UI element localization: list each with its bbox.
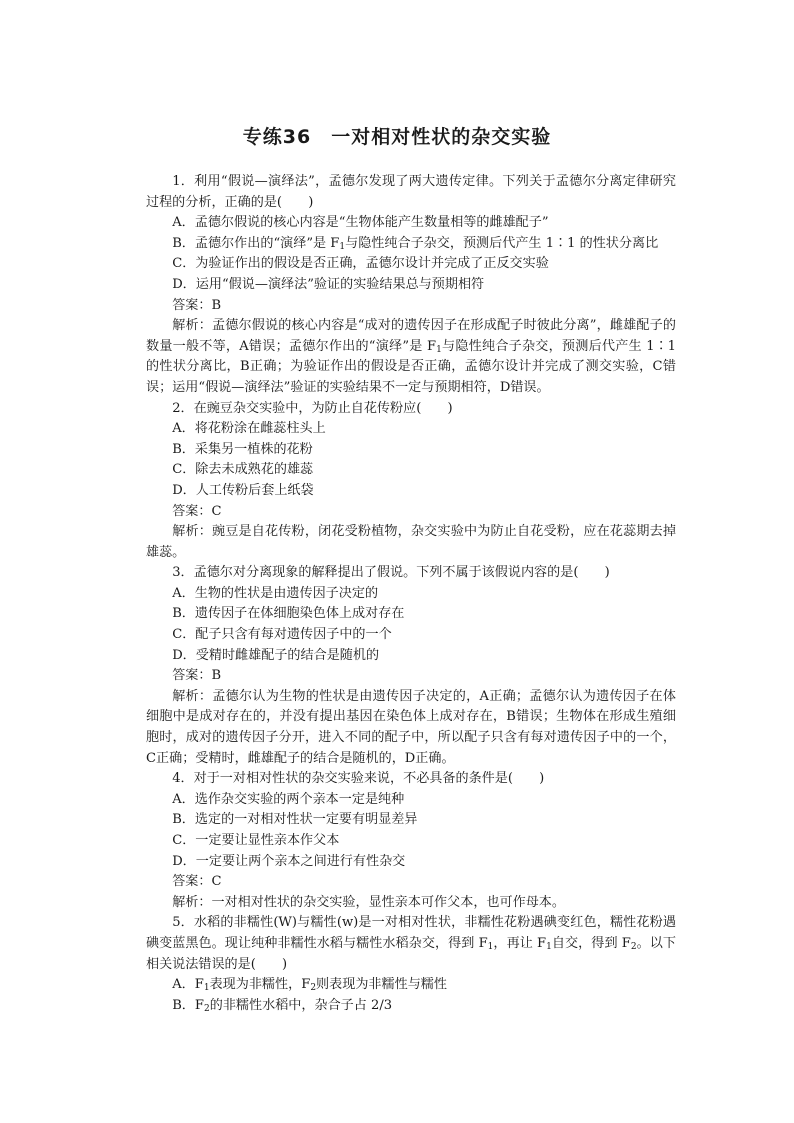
question-2-answer: 答案：C <box>172 503 222 519</box>
question-3-explanation: 解析：孟德尔认为生物的性状是由遗传因子决定的，A正确；孟德尔认为遗传因子在体细胞中是成对存在的，并没有提出基因在染色体上成对存在，B错误；生物体在形成生殖细胞时，成对的遗传因子分开，进入不同的配子中，所以配子只含有每对遗传因子中的一个，C正确；受精时，雌雄配子的结合是随机的，D正确。 <box>146 688 676 766</box>
question-3-option-d: D．受精时雌雄配子的结合是随机的 <box>172 647 380 663</box>
question-5-option-b: B．$F_2$的非糯性水稻中，杂合子占 2/3 <box>172 997 393 1014</box>
question-2-option-c: C．除去未成熟花的雄蕊 <box>172 462 314 478</box>
question-2-option-d: D．人工传粉后套上纸袋 <box>172 482 314 498</box>
question-5-stem: 5．水稻的非糯性(W)与糯性(w)是一对相对性状，非糯性花粉遇碘变红色，糯性花粉遇碘变蓝黑色。现让纯种非糯性水稻与糯性水稻杂交，得到 $F_1$，再让 $F_1$自交，得到 $F_2$。以下相关说法错误的是( ) <box>146 915 677 972</box>
page-title: 专练36 一对相对性状的杂交实验 <box>242 126 552 148</box>
question-1-option-a: A．孟德尔假说的核心内容是“生物体能产生数量相等的雌雄配子” <box>172 215 549 231</box>
question-3-option-a: A．生物的性状是由遗传因子决定的 <box>172 585 379 601</box>
question-1-answer: 答案：B <box>172 297 222 313</box>
question-4-option-d: D．一定要让两个亲本之间进行有性杂交 <box>172 853 406 869</box>
question-2-explanation: 解析：豌豆是自花传粉，闭花受粉植物，杂交实验中为防止自花受粉，应在花蕊期去掉雄蕊。 <box>146 524 676 560</box>
question-4-option-c: C．一定要让显性亲本作父本 <box>172 833 340 848</box>
question-1-explanation: 解析：孟德尔假说的核心内容是“成对的遗传因子在形成配子时彼此分离”，雌雄配子的数量一般不等，A错误；孟德尔作出的“演绎”是 $F_1$与隐性纯合子杂交，预测后代产生 1∶1 的性状分离比，B正确；为验证作出的假设是否正确，孟德尔设计并完成了测交实验，C错误；运用“假说—演绎法”验证的实验结果不一定与预期相符，D错误。 <box>146 318 677 395</box>
question-4-option-b: B．选定的一对相对性状一定要有明显差异 <box>172 812 418 828</box>
question-4-stem: 4．对于一对相对性状的杂交实验来说，不必具备的条件是( ) <box>172 771 545 787</box>
question-2-stem: 2．在豌豆杂交实验中，为防止自花传粉应( ) <box>172 400 453 416</box>
document-body <box>146 172 676 1016</box>
question-5-option-a: A．$F_1$表现为非糯性，$F_2$则表现为非糯性与糯性 <box>172 977 447 994</box>
question-3-option-b: B．遗传因子在体细胞染色体上成对存在 <box>172 606 405 622</box>
question-2-option-b: B．采集另一植株的花粉 <box>172 441 313 457</box>
question-4-answer: 答案：C <box>172 874 222 890</box>
question-1-option-b: B．孟德尔作出的“演绎”是 $F_1$与隐性纯合子杂交，预测后代产生 1∶1 的性状分离比 <box>172 235 659 252</box>
question-1-option-c: C．为验证作出的假设是否正确，孟德尔设计并完成了正反交实验 <box>172 256 549 272</box>
question-3-stem: 3．孟德尔对分离现象的解释提出了假说。下列不属于该假说内容的是( ) <box>172 565 610 581</box>
question-1-option-d: D．运用“假说—演绎法”验证的实验结果总与预期相符 <box>172 276 485 292</box>
question-4-explanation: 解析：一对相对性状的杂交实验，显性亲本可作父本，也可作母本。 <box>172 894 565 910</box>
question-4-option-a: A．选作杂交实验的两个亲本一定是纯种 <box>172 791 405 807</box>
question-1-stem: 1．利用“假说—演绎法”，孟德尔发现了两大遗传定律。下列关于孟德尔分离定律研究过程的分析，正确的是( ) <box>146 174 676 210</box>
question-3-answer: 答案：B <box>172 668 222 684</box>
question-2-option-a: A．将花粉涂在雌蕊柱头上 <box>172 421 326 437</box>
question-3-option-c: C．配子只含有每对遗传因子中的一个 <box>172 627 392 643</box>
